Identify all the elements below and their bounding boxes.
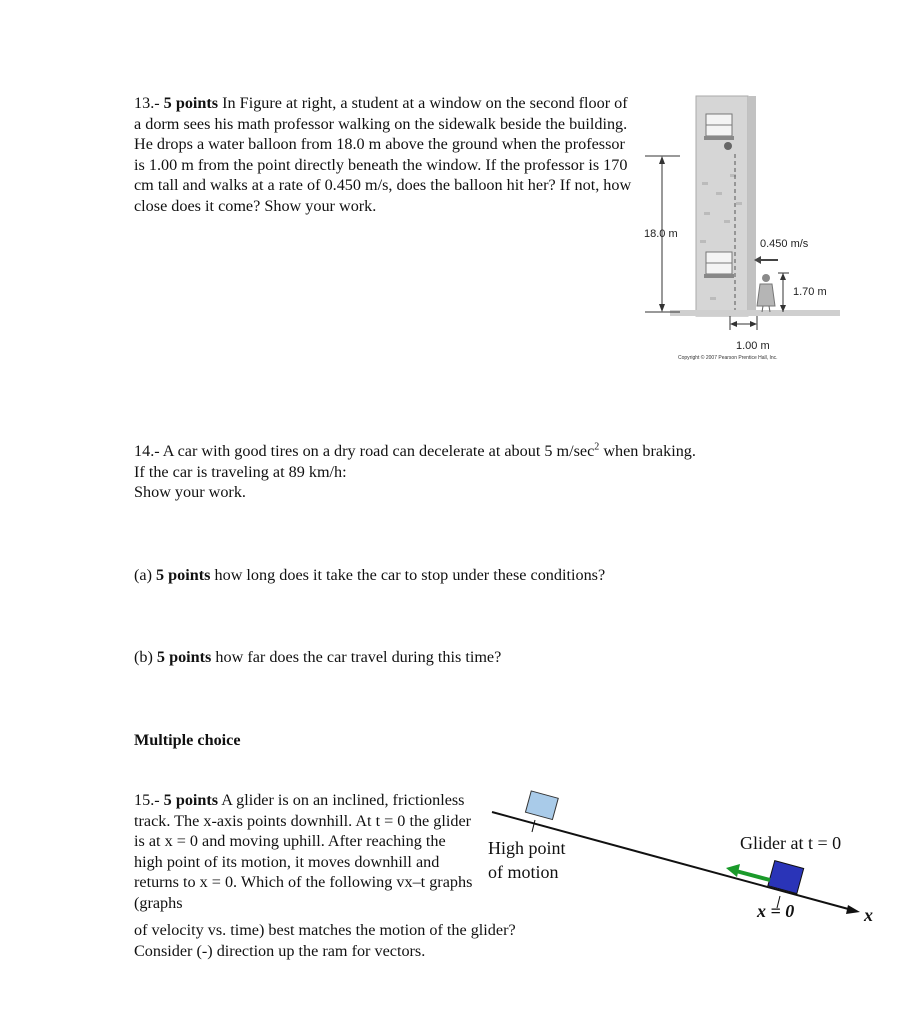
qb-prefix: (b) xyxy=(134,648,157,666)
x0-label: x = 0 xyxy=(757,901,795,921)
q13-points: 5 points xyxy=(163,94,219,112)
q13-text: In Figure at right, a student at a window on the second floor of a dorm sees his math professor walking on the sidewalk beside the building. He drops a water balloon from 18.0 m above the ground when the professor is 1.00 m from the point directly beneath the window. If the professor is 170 cm tall and walks at a rate of 0.450 m/s, does the balloon hit her? If not, how close does it come? Show your work. xyxy=(134,94,632,215)
qb-points: 5 points xyxy=(156,648,212,666)
glider-high-point xyxy=(525,791,558,820)
professor-height-label: 1.70 m xyxy=(793,286,827,298)
q15-points: 5 points xyxy=(163,791,219,809)
question-13 xyxy=(134,93,634,217)
qa-points: 5 points xyxy=(156,566,211,584)
q14-superscript: 2 xyxy=(594,441,600,453)
professor-icon xyxy=(757,274,775,312)
q14-line3: Show your work. xyxy=(134,483,246,502)
height-label: 18.0 m xyxy=(644,228,678,240)
q14-line1: 14.- A car with good tires on a dry road can decelerate at about 5 m/sec xyxy=(134,442,595,460)
question-15-cont: of velocity vs. time) best matches the motion of the glider? Consider (-) direction up the ram for vectors. xyxy=(134,921,516,960)
q14-line2: If the car is traveling at 89 km/h: xyxy=(134,462,347,481)
multiple-choice-heading: Multiple choice xyxy=(134,731,241,749)
question-14b xyxy=(134,647,501,668)
q15-text-1: A glider is on an inclined, frictionless track. The x-axis points downhill. At t = 0 the glider is at x = 0 and moving uphill. After reaching the high point of its motion, it moves downhill and returns to x = 0. Which of the following vx–t graphs (graphs xyxy=(134,791,473,912)
q13-number: 13.- xyxy=(134,94,160,112)
question-15 xyxy=(134,790,474,914)
qa-text: how long does it take the car to stop under these conditions? xyxy=(210,566,606,584)
speed-label: 0.450 m/s xyxy=(760,238,809,250)
q14-line1-end: when braking. xyxy=(599,442,696,460)
q15-number: 15.- xyxy=(134,791,160,809)
copyright: Copyright © 2007 Pearson Prentice Hall, Inc. xyxy=(678,355,778,361)
high-point-label: High point xyxy=(488,838,566,858)
distance-label: 1.00 m xyxy=(736,340,770,352)
glider-label: Glider at t = 0 xyxy=(740,833,842,853)
question-14 xyxy=(134,441,774,503)
x-axis-label: x xyxy=(864,905,873,925)
question-14a xyxy=(134,565,605,586)
of-motion-label: of motion xyxy=(488,862,559,882)
qb-text: how far does the car travel during this time? xyxy=(211,648,502,666)
qa-prefix: (a) xyxy=(134,566,157,584)
